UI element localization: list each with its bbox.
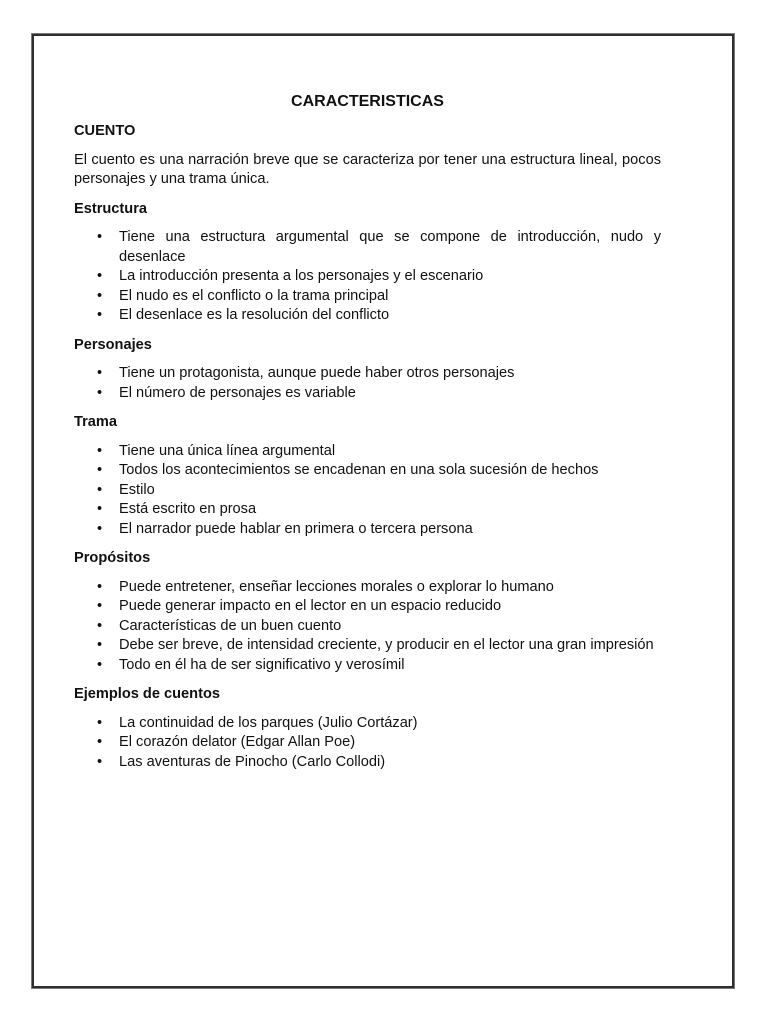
section-heading-personajes: Personajes: [74, 336, 152, 353]
list-item: • Estilo: [74, 481, 661, 501]
bullet-icon: •: [97, 598, 103, 614]
bullet-icon: •: [97, 287, 103, 304]
intro-paragraph: El cuento es una narración breve que se caracteriza por tener una estructura lineal, pocos personajes y una trama única.: [74, 151, 661, 187]
bullet-icon: •: [97, 714, 103, 731]
bullet-icon: •: [97, 753, 103, 770]
list-item: • Características de un buen cuento: [74, 617, 661, 637]
ejemplos-list: [74, 714, 661, 773]
list-item: • Tiene un protagonista, aunque puede haber otros personajes: [74, 364, 661, 384]
bullet-icon: •: [97, 384, 103, 401]
list-item: • El corazón delator (Edgar Allan Poe): [74, 733, 661, 753]
section-heading-propositos: Propósitos: [74, 550, 151, 566]
list-item: • El desenlace es la resolución del conflicto: [74, 306, 661, 326]
bullet-icon: •: [97, 578, 103, 595]
trama-list: [74, 442, 661, 540]
list-item: • La introducción presenta a los personajes y el escenario: [74, 267, 661, 287]
bullet-icon: •: [97, 462, 103, 478]
personajes-list: [74, 364, 661, 403]
bullet-icon: •: [97, 734, 103, 750]
bullet-icon: •: [97, 229, 103, 245]
bullet-icon: •: [97, 481, 103, 498]
list-item: • El narrador puede hablar en primera o tercera persona: [74, 520, 661, 540]
list-item: • Está escrito en prosa: [74, 500, 661, 520]
list-item: • Tiene una estructura argumental que se compone de introducción, nudo y desenlace: [97, 229, 661, 265]
bullet-icon: •: [97, 656, 103, 673]
list-item: • Debe ser breve, de intensidad creciente, y producir en el lector una gran impresión: [74, 636, 661, 656]
section-heading-cuento: CUENTO: [74, 123, 136, 139]
list-item: • La continuidad de los parques (Julio Cortázar): [74, 714, 661, 734]
document-title: CARACTERISTICAS: [291, 93, 444, 110]
list-item: • Todo en él ha de ser significativo y verosímil: [74, 656, 661, 676]
bullet-icon: •: [97, 520, 103, 537]
section-heading-trama: Trama: [74, 414, 117, 430]
bullet-icon: •: [97, 268, 103, 284]
bullet-icon: •: [97, 365, 103, 381]
list-item: • Puede entretener, enseñar lecciones morales o explorar lo humano: [74, 578, 661, 598]
bullet-icon: •: [97, 617, 103, 634]
section-heading-ejemplos: Ejemplos de cuentos: [74, 686, 220, 702]
list-item: • El nudo es el conflicto o la trama principal: [74, 287, 661, 307]
list-item: • Las aventuras de Pinocho (Carlo Collodi): [74, 753, 661, 773]
list-item: • Todos los acontecimientos se encadenan en una sola sucesión de hechos: [74, 461, 661, 481]
bullet-icon: •: [97, 307, 103, 323]
list-item: • El número de personajes es variable: [74, 384, 661, 404]
bullet-icon: •: [97, 501, 103, 517]
bullet-icon: •: [97, 637, 103, 653]
list-item: • Puede generar impacto en el lector en un espacio reducido: [74, 597, 661, 617]
document-body: [74, 92, 661, 782]
propositos-list: [74, 578, 661, 676]
section-heading-estructura: Estructura: [74, 200, 147, 217]
estructura-list: [74, 228, 661, 326]
bullet-icon: •: [97, 442, 103, 459]
list-item: • Tiene una única línea argumental: [74, 442, 661, 462]
